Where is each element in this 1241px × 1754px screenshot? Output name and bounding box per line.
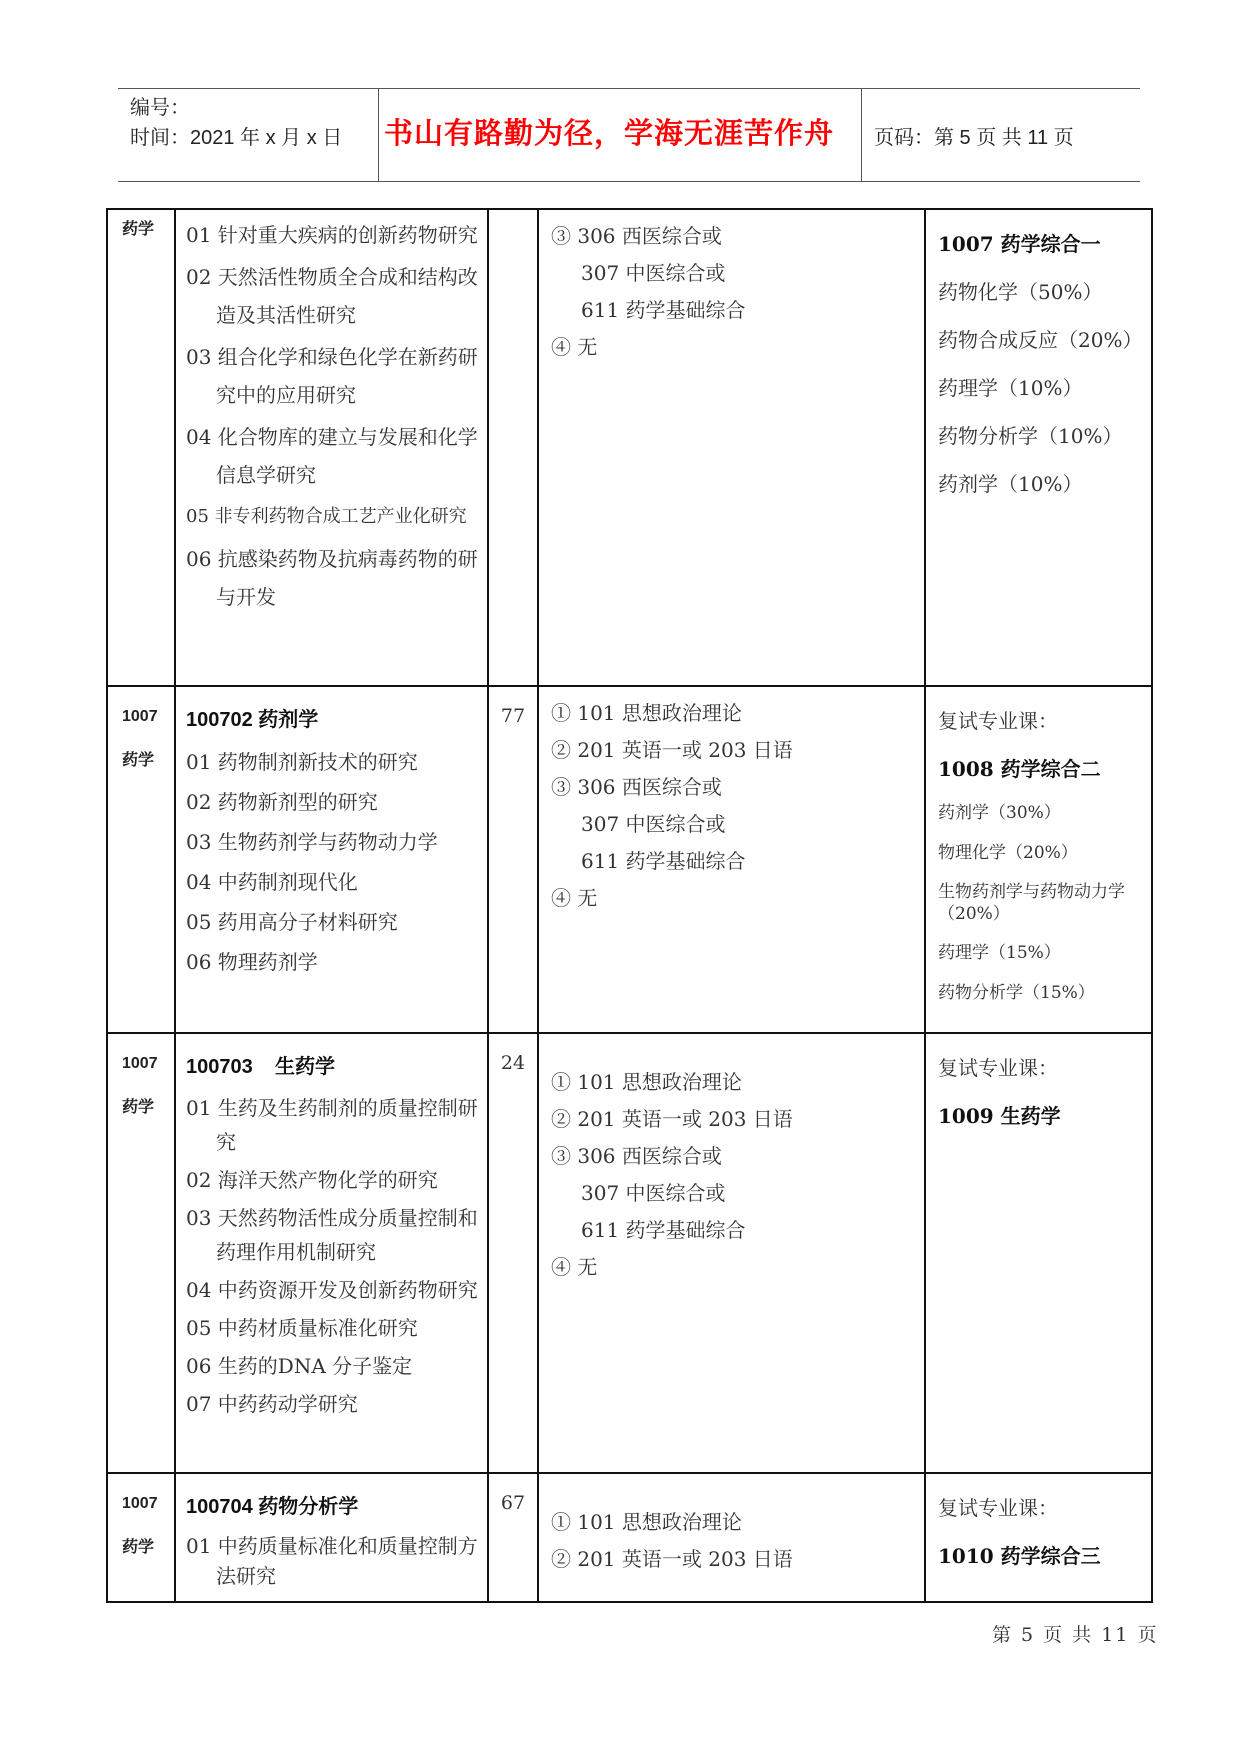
retest-item: 药剂学（10%） xyxy=(938,472,1083,496)
retest-item: 药物分析学（15%） xyxy=(938,983,1095,1003)
exam-subject: ④ 无 xyxy=(551,886,598,910)
research-direction: 07 中药药动学研究 xyxy=(186,1392,358,1416)
header-page-info: 页码：第 5 页 共 11 页 xyxy=(874,127,1074,149)
retest-cell xyxy=(925,1033,1152,1473)
retest-label: 复试专业课： xyxy=(938,1056,1058,1080)
retest-item: 药物分析学（10%） xyxy=(938,424,1123,448)
retest-item: 药剂学（30%） xyxy=(938,803,1061,823)
enroll-cell xyxy=(488,1033,538,1473)
time-label: 时间：2021 年 x 月 x 日 xyxy=(130,127,343,149)
exam-subject: 611 药学基础综合 xyxy=(581,298,746,322)
exam-cell xyxy=(538,1033,925,1473)
research-direction: 05 药用高分子材料研究 xyxy=(186,910,398,934)
table-row xyxy=(107,1033,1152,1473)
enroll-cell xyxy=(488,209,538,686)
program-title: 100702 药剂学 xyxy=(186,709,319,731)
program-cell xyxy=(175,1033,488,1473)
dept-cell xyxy=(107,686,175,1033)
research-direction: 02 海洋天然产物化学的研究 xyxy=(186,1168,438,1192)
research-direction: 06 物理药剂学 xyxy=(186,950,318,974)
research-direction: 04 中药资源开发及创新药物研究 xyxy=(186,1278,478,1302)
research-direction: 02 药物新剂型的研究 xyxy=(186,790,378,814)
program-cell xyxy=(175,209,488,686)
enroll-cell xyxy=(488,1473,538,1602)
research-direction: 06 抗感染药物及抗病毒药物的研与开发 xyxy=(186,547,478,609)
table-row xyxy=(107,686,1152,1033)
dept-cell xyxy=(107,209,175,686)
enroll-count: 67 xyxy=(500,1492,526,1514)
table-row xyxy=(107,209,1152,686)
exam-subject: ① 101 思想政治理论 xyxy=(551,1510,742,1534)
page-footer: 第 5 页 共 11 页 xyxy=(992,1624,1159,1646)
exam-subject: ① 101 思想政治理论 xyxy=(551,701,742,725)
dept-label: 药学 xyxy=(122,221,155,238)
document-header xyxy=(118,88,1140,182)
header-divider xyxy=(378,89,379,181)
retest-cell xyxy=(925,209,1152,686)
research-direction: 03 天然药物活性成分质量控制和药理作用机制研究 xyxy=(186,1206,478,1264)
dept-label: 药学 xyxy=(122,1099,155,1116)
retest-code: 1009 生药学 xyxy=(938,1104,1061,1128)
research-direction: 05 中药材质量标准化研究 xyxy=(186,1316,418,1340)
admissions-table xyxy=(106,208,1153,1603)
retest-label: 复试专业课： xyxy=(938,1496,1058,1520)
enroll-count: 77 xyxy=(500,705,526,727)
enroll-count: 24 xyxy=(500,1052,526,1074)
exam-cell xyxy=(538,686,925,1033)
exam-subject: ① 101 思想政治理论 xyxy=(551,1070,742,1094)
program-code: 1007 xyxy=(122,1055,158,1072)
dept-cell xyxy=(107,1473,175,1602)
research-direction: 01 生药及生药制剂的质量控制研究 xyxy=(186,1096,478,1154)
research-direction: 03 组合化学和绿色化学在新药研究中的应用研究 xyxy=(186,345,478,407)
exam-subject: ④ 无 xyxy=(551,1255,598,1279)
dept-label: 药学 xyxy=(122,752,155,769)
exam-subject: 307 中医综合或 xyxy=(581,261,726,285)
header-motto: 书山有路勤为径，学海无涯苦作舟 xyxy=(383,116,834,150)
table-row xyxy=(107,1473,1152,1602)
program-code: 1007 xyxy=(122,1495,158,1512)
exam-subject: ③ 306 西医综合或 xyxy=(551,224,722,248)
retest-code: 1008 药学综合二 xyxy=(938,757,1101,781)
research-direction: 04 中药制剂现代化 xyxy=(186,870,358,894)
research-direction: 02 天然活性物质全合成和结构改造及其活性研究 xyxy=(186,265,478,327)
research-direction: 01 中药质量标准化和质量控制方法研究 xyxy=(186,1534,478,1588)
retest-item: 药物合成反应（20%） xyxy=(938,328,1143,352)
dept-cell xyxy=(107,1033,175,1473)
retest-code: 1007 药学综合一 xyxy=(938,232,1101,256)
retest-label: 复试专业课： xyxy=(938,709,1058,733)
program-code: 1007 xyxy=(122,708,158,725)
research-direction: 06 生药的DNA 分子鉴定 xyxy=(186,1354,413,1378)
retest-cell xyxy=(925,686,1152,1033)
research-direction: 05 非专利药物合成工艺产业化研究 xyxy=(186,506,467,527)
dept-label: 药学 xyxy=(122,1539,155,1556)
retest-item: 物理化学（20%） xyxy=(938,843,1078,863)
retest-item: 药物化学（50%） xyxy=(938,280,1103,304)
exam-subject: 611 药学基础综合 xyxy=(581,1218,746,1242)
enroll-cell xyxy=(488,686,538,1033)
retest-item: 药理学（10%） xyxy=(938,376,1083,400)
number-label: 编号： xyxy=(130,97,190,119)
research-direction: 04 化合物库的建立与发展和化学信息学研究 xyxy=(186,425,478,487)
header-meta xyxy=(130,93,380,153)
exam-subject: 307 中医综合或 xyxy=(581,1181,726,1205)
exam-cell xyxy=(538,209,925,686)
retest-code: 1010 药学综合三 xyxy=(938,1544,1101,1568)
research-direction: 03 生物药剂学与药物动力学 xyxy=(186,830,438,854)
exam-cell xyxy=(538,1473,925,1602)
program-cell xyxy=(175,686,488,1033)
exam-subject: ② 201 英语一或 203 日语 xyxy=(551,1107,793,1131)
exam-subject: ③ 306 西医综合或 xyxy=(551,1144,722,1168)
exam-subject: ③ 306 西医综合或 xyxy=(551,775,722,799)
retest-item: 生物药剂学与药物动力学（20%） xyxy=(938,882,1125,924)
header-divider xyxy=(861,89,862,181)
retest-cell xyxy=(925,1473,1152,1602)
retest-item: 药理学（15%） xyxy=(938,943,1061,963)
research-direction: 01 药物制剂新技术的研究 xyxy=(186,750,418,774)
exam-subject: 307 中医综合或 xyxy=(581,812,726,836)
program-title: 100703 生药学 xyxy=(186,1056,335,1078)
exam-subject: ④ 无 xyxy=(551,335,598,359)
research-direction: 01 针对重大疾病的创新药物研究 xyxy=(186,223,478,247)
exam-subject: ② 201 英语一或 203 日语 xyxy=(551,738,793,762)
program-title: 100704 药物分析学 xyxy=(186,1496,359,1518)
exam-subject: 611 药学基础综合 xyxy=(581,849,746,873)
exam-subject: ② 201 英语一或 203 日语 xyxy=(551,1547,793,1571)
program-cell xyxy=(175,1473,488,1602)
